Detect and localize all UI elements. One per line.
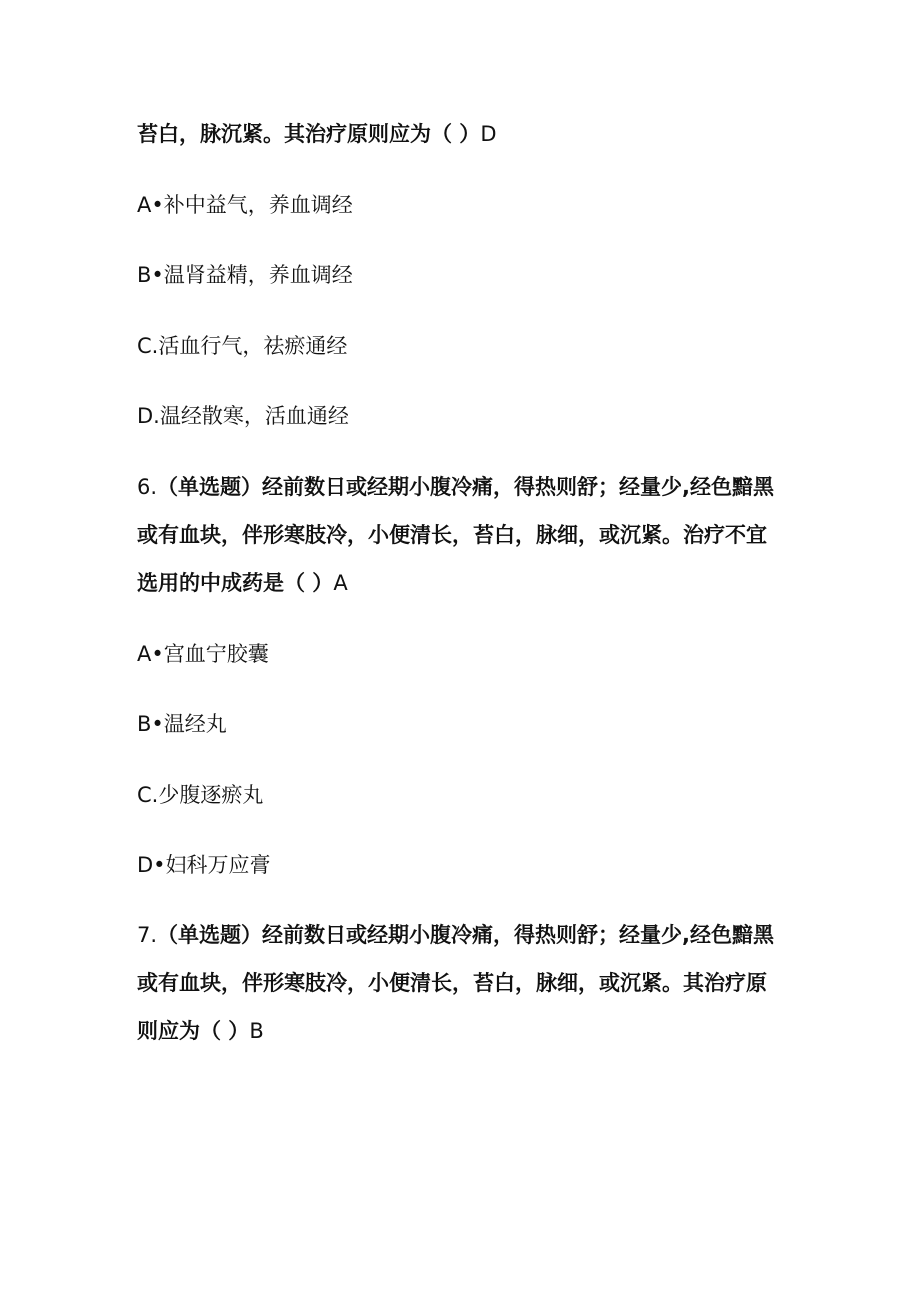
q6-answer: A [333, 571, 348, 595]
q7-stem-line-1 [137, 921, 774, 949]
q7-stem-text-3: 则应为（ ） [137, 1019, 250, 1043]
q6-option-b: B•温经丸 [137, 712, 227, 736]
q5-stem-line [137, 120, 496, 148]
q5-option-c: C.活血行气，祛瘀通经 [137, 334, 348, 358]
q5-option-a: A•补中益气，养血调经 [137, 193, 353, 217]
q5-stem-text: 苔白，脉沉紧。其治疗原则应为（ ） [137, 122, 481, 146]
q5-answer: D [480, 122, 497, 146]
q7-answer: B [249, 1019, 264, 1043]
q7-stem-text-1: （单选题）经前数日或经期小腹冷痛，得热则舒；经量少,经色黯黑 [157, 923, 775, 947]
q6-option-d: D•妇科万应膏 [137, 853, 271, 877]
q6-option-a: A•宫血宁胶囊 [137, 642, 269, 666]
q5-option-b: B•温肾益精，养血调经 [137, 263, 353, 287]
q6-stem-line-2: 或有血块，伴形寒肢冷，小便清长，苔白，脉细，或沉紧。治疗不宜 [137, 523, 767, 547]
q7-stem-line-2: 或有血块，伴形寒肢冷，小便清长，苔白，脉细，或沉紧。其治疗原 [137, 971, 767, 995]
q6-stem-line-1 [137, 473, 774, 501]
q7-number: 7. [137, 923, 158, 947]
q5-option-d: D.温经散寒，活血通经 [137, 404, 349, 428]
q6-option-c: C.少腹逐瘀丸 [137, 783, 264, 807]
q6-number: 6. [137, 475, 158, 499]
q6-stem-text-3: 选用的中成药是（ ） [137, 571, 334, 595]
q6-stem-text-1: （单选题）经前数日或经期小腹冷痛，得热则舒；经量少,经色黯黑 [157, 475, 775, 499]
q7-stem-line-3 [137, 1017, 264, 1045]
q6-stem-line-3 [137, 569, 348, 597]
